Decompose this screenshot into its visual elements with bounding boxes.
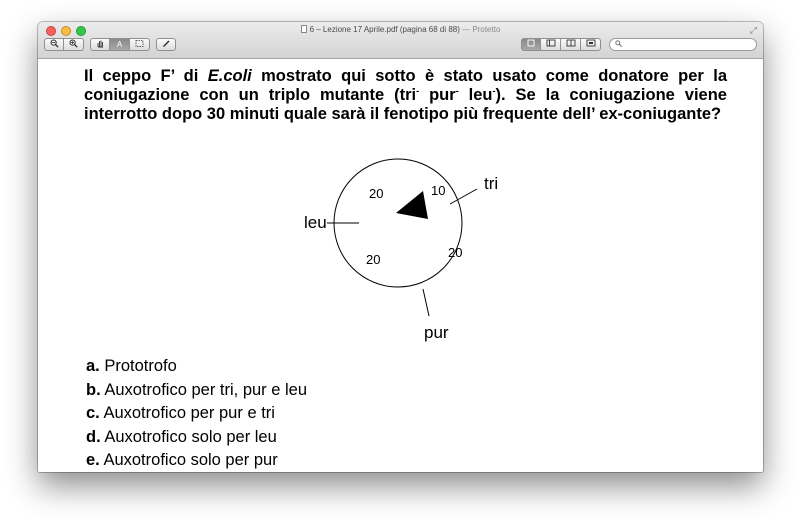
view-slideshow-button[interactable] [581,38,601,51]
pencil-icon [162,39,171,48]
answer-letter: c. [86,404,100,422]
answer-e [86,449,307,472]
leu-minus-sup: - [492,86,496,96]
zoom-out-button[interactable] [44,38,64,51]
interval-leu-origin: 20 [369,186,384,201]
marquee-icon [135,39,144,48]
magnifier-icon [615,40,622,47]
answer-list [86,355,307,472]
question-part-3: pur [419,86,456,104]
zoom-controls [44,38,84,51]
tri-minus-sup: - [416,86,420,96]
origin-arrow-icon [396,191,428,219]
two-page-icon [546,39,556,47]
preview-window [38,22,763,472]
toolbar-left [44,38,176,51]
zoom-in-button[interactable] [64,38,84,51]
toolbar-right [521,38,757,51]
annotate-button[interactable] [156,38,176,51]
question-part-2: mostrato qui sotto è stato usato come donatore per la coniugazione con un triplo mutante (tri [84,67,728,104]
rect-select-button[interactable] [130,38,150,51]
hand-icon [96,39,105,48]
annotate-group [156,38,176,51]
interval-tri-pur: 20 [448,245,463,260]
answer-a [86,355,307,379]
window-title-protected: — Protetto [462,25,501,34]
search-field[interactable] [609,38,757,51]
interval-origin-tri: 10 [431,183,446,198]
window-title [38,25,763,34]
single-page-icon [526,39,536,47]
slideshow-icon [586,39,596,47]
pur-tick [423,289,429,316]
window-title-text: 6 – Lezione 17 Aprile.pdf (pagina 68 di 88) [309,25,460,34]
answer-letter: a. [86,357,100,375]
answer-text: Auxotrofico per pur e tri [103,404,275,422]
answer-text: Prototrofo [104,357,177,375]
pdf-page [38,59,763,472]
view-mode-group [521,38,601,51]
question-part-5: ). Se la coniugazione viene interrotto dopo 30 minuti quale sarà il fenotipo più frequente dell’ ex-coniugante? [84,86,727,123]
text-select-button[interactable]: A [110,38,130,51]
title-bar [38,22,763,59]
view-two-page-button[interactable] [541,38,561,51]
zoom-in-icon [69,39,78,48]
interval-pur-leu: 20 [366,252,381,267]
view-sidebar-button[interactable] [561,38,581,51]
question-part-1: Il ceppo F’ di [84,67,208,85]
answer-c [86,402,307,426]
hand-tool-button[interactable] [90,38,110,51]
answer-text: Auxotrofico solo per pur [103,451,278,469]
answer-d [86,426,307,450]
answer-text: Auxotrofico per tri, pur e leu [104,380,308,399]
pur-minus-sup: - [455,86,459,96]
gene-label-tri: tri [484,174,499,193]
gene-label-leu: leu [304,213,327,232]
answer-letter: b. [86,380,101,399]
species-name: E.coli [207,67,252,85]
fullscreen-icon[interactable]: ⤢ [749,25,757,35]
answer-text: Auxotrofico solo per leu [104,427,277,446]
answer-b [86,379,307,403]
gene-label-pur: pur [424,323,449,342]
pdf-document-icon [301,25,307,33]
question-part-4: leu [458,86,493,104]
answer-letter: e. [86,451,100,469]
view-single-button[interactable] [521,38,541,51]
tool-selector [90,38,150,51]
answer-letter: d. [86,427,101,446]
sidebar-icon [566,39,576,47]
zoom-out-icon [50,39,59,48]
